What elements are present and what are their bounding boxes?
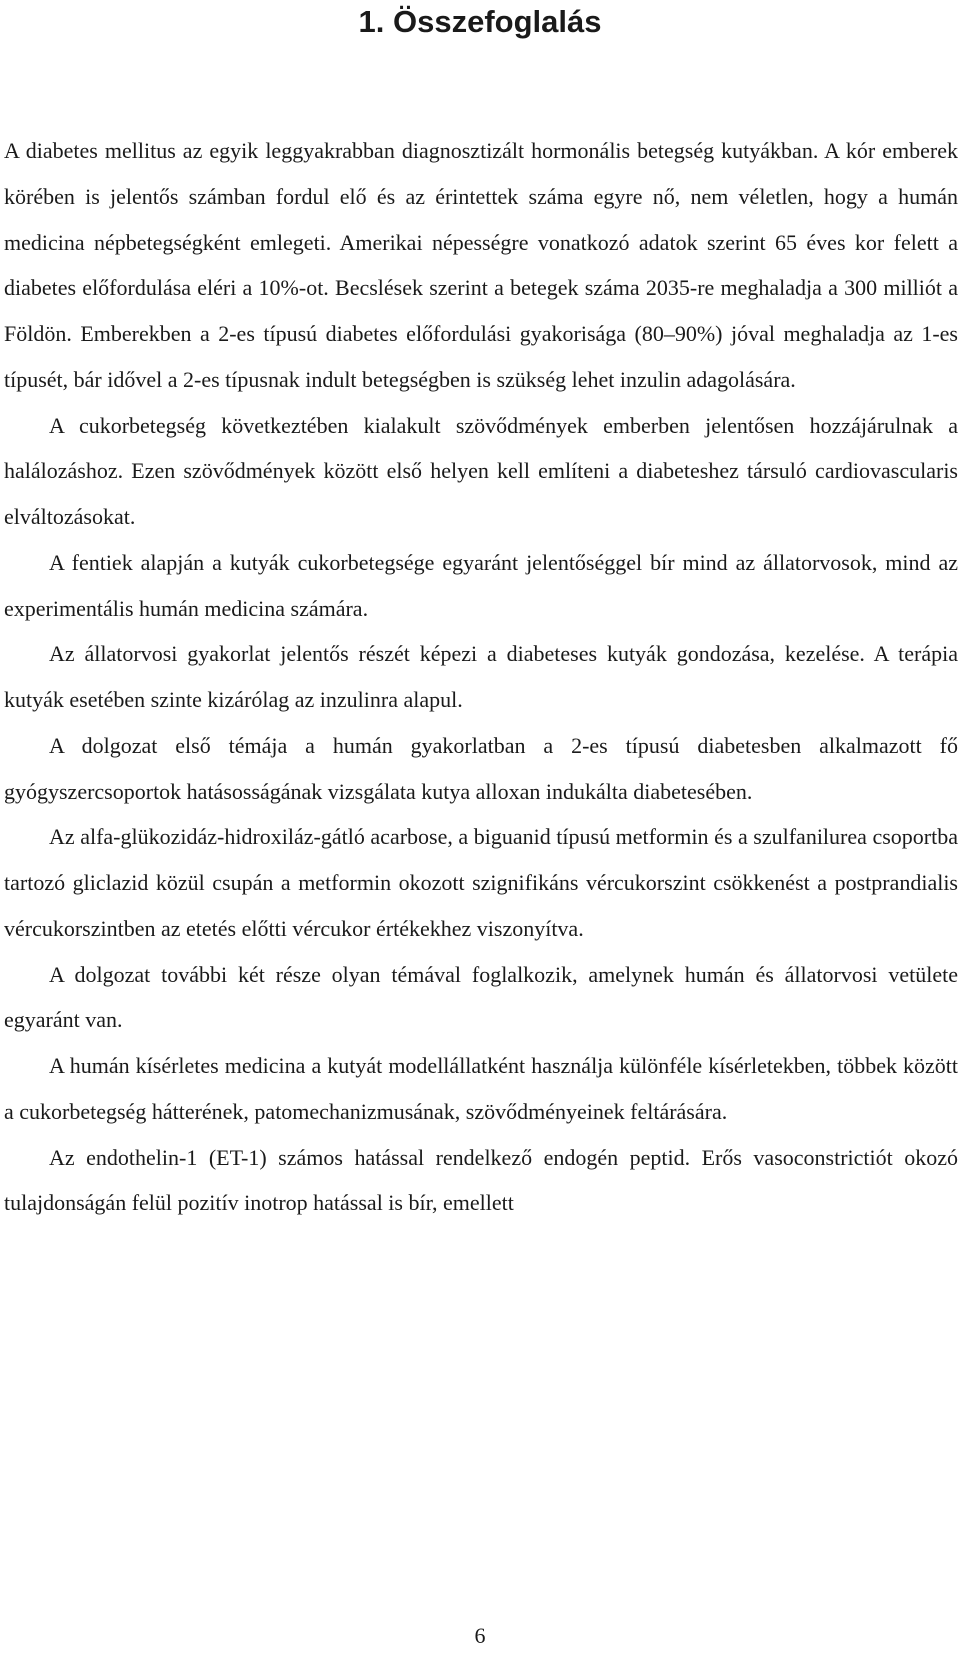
paragraph: A dolgozat további két része olyan témával foglalkozik, amelynek humán és állatorvosi vetülete egyaránt van. <box>4 961 958 1033</box>
paragraph: Az alfa-glükozidáz-hidroxiláz-gátló acarbose, a biguanid típusú metformin és a szulfanilurea csoportba tartozó gliclazid közül csupán a metformin okozott szignifikáns vércukorszint csökkenést a postprandialis vércukorszintben az etetés előtti vércukor értékekhez viszonyítva. <box>4 824 958 941</box>
paragraph: Az állatorvosi gyakorlat jelentős részét képezi a diabeteses kutyák gondozása, kezelése. A terápia kutyák esetében szinte kizárólag az inzulinra alapul. <box>4 641 958 712</box>
paragraph: A diabetes mellitus az egyik leggyakrabban diagnosztizált hormonális betegség kutyákban. A kór emberek körében is jelentős számban fordul elő és az érintettek száma egyre nő, nem véletlen, hogy a humán medicina népbetegségként emlegeti. Amerikai népességre vonatkozó adatok szerint 65 éves kor felett a diabetes előfordulása eléri a 10%-ot. Becslések szerint a betegek száma 2035-re meghaladja a 300 milliót a Földön. Emberekben a 2-es típusú diabetes előfordulási gyakorisága (80–90%) jóval meghaladja az 1-es típusét, bár idővel a 2-es típusnak indult betegségben is szükség lehet inzulin adagolására. <box>4 138 958 392</box>
body-text <box>4 128 958 1226</box>
section-title: 1. Összefoglalás <box>358 4 602 39</box>
paragraph: A dolgozat első témája a humán gyakorlatban a 2-es típusú diabetesben alkalmazott fő gyógyszercsoportok hatásosságának vizsgálata kutya alloxan indukálta diabetesében. <box>4 732 958 804</box>
page-number: 6 <box>474 1623 486 1648</box>
paragraph: A cukorbetegség következtében kialakult szövődmények emberben jelentősen hozzájárulnak a halálozáshoz. Ezen szövődmények között első helyen kell említeni a diabeteshez társuló cardiovascularis elváltozásokat. <box>4 412 958 529</box>
paragraph: Az endothelin-1 (ET-1) számos hatással rendelkező endogén peptid. Erős vasoconstrictiót okozó tulajdonságán felül pozitív inotrop hatással is bír, emellett <box>4 1144 958 1216</box>
paragraph: A fentiek alapján a kutyák cukorbetegsége egyaránt jelentőséggel bír mind az állatorvosok, mind az experimentális humán medicina számára. <box>4 549 958 621</box>
paragraph: A humán kísérletes medicina a kutyát modellállatként használja különféle kísérletekben, többek között a cukorbetegség hátterének, patomechanizmusának, szövődményeinek feltárására. <box>4 1053 958 1124</box>
